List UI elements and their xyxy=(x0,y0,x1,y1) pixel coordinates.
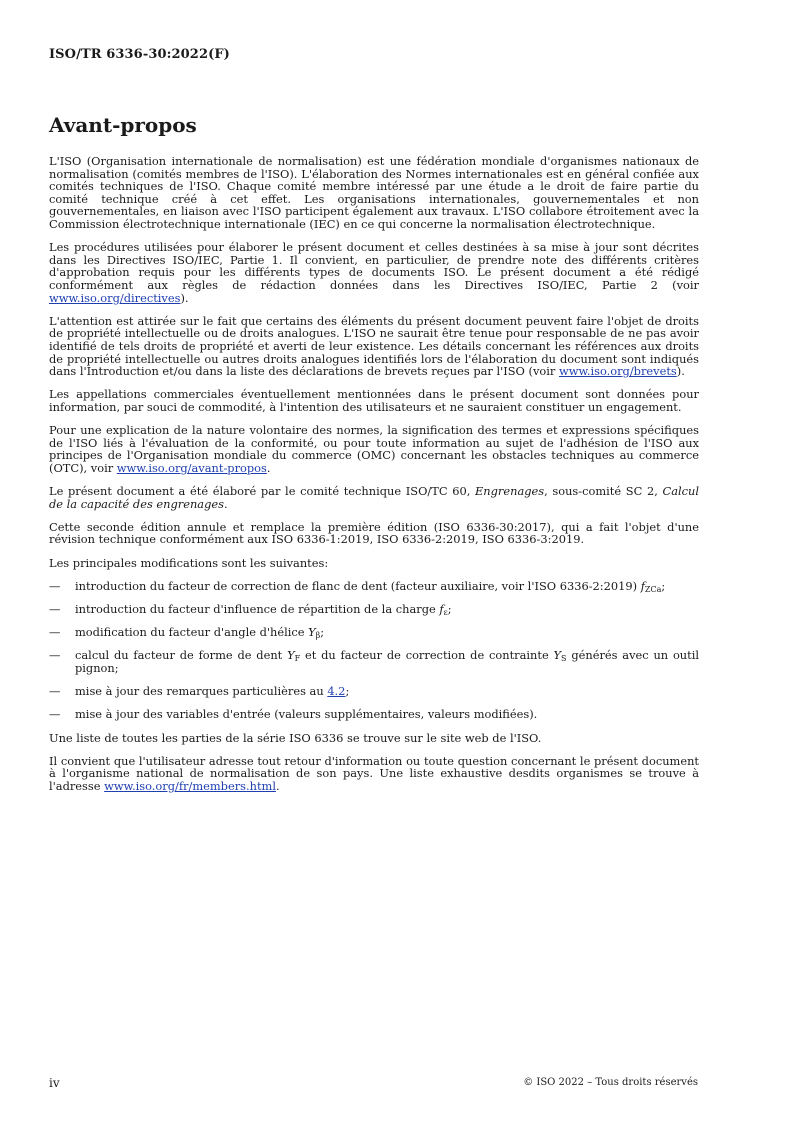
symbol-subscript: β xyxy=(315,631,321,641)
copyright-notice: © ISO 2022 – Tous droits réservés xyxy=(523,1077,698,1088)
list-item xyxy=(49,626,699,639)
text: . xyxy=(275,778,280,793)
committee-name: Engrenages xyxy=(474,484,545,499)
text: Le présent document a été élaboré par le comité technique ISO/TC 60, xyxy=(49,484,475,499)
page-number: iv xyxy=(49,1076,60,1090)
paragraph-voluntary-nature xyxy=(49,424,699,474)
subcommittee-name: Calcul de la capacité des engrenages xyxy=(49,484,699,511)
symbol-subscript: ε xyxy=(443,607,448,617)
text: ; xyxy=(447,601,452,616)
text: . xyxy=(223,496,228,511)
document-body xyxy=(49,155,699,803)
symbol-subscript: F xyxy=(294,654,301,664)
avant-propos-link[interactable]: www.iso.org/avant-propos xyxy=(116,460,267,475)
text: mise à jour des remarques particulières au xyxy=(75,684,328,699)
document-id: ISO/TR 6336-30:2022(F) xyxy=(49,47,230,62)
list-dash: — xyxy=(49,578,61,593)
symbol: Y xyxy=(308,625,316,640)
symbol: f xyxy=(640,578,645,593)
list-item xyxy=(49,708,699,721)
text: modification du facteur d'angle d'hélice xyxy=(75,625,309,640)
paragraph-iso-organisation: L'ISO (Organisation internationale de normalisation) est une fédération mondiale d'organismes nationaux de normalisation (comités membres de l'ISO). L'élaboration des Normes internationales est en général confiée aux comités techniques de l'ISO. Chaque comité membre intéressé par une étude a le droit de faire partie du comité technique créé à cet effet. Les organisations internationales, gouvernementales et non gouvernementales, en liaison avec l'ISO participent également aux travaux. L'ISO collabore étroitement avec la Commission électrotechnique internationale (IEC) en ce qui concerne la normalisation électrotechnique. xyxy=(49,154,699,231)
symbol-subscript: S xyxy=(561,654,567,664)
text: ; xyxy=(320,625,325,640)
paragraph-edition: Cette seconde édition annule et remplace la première édition (ISO 6336-30:2017), qui a fait l'objet d'une révision technique conformément aux ISO 6336-1:2019, ISO 6336-2:2019, ISO 6336-3:2019. xyxy=(49,519,699,547)
text: Il convient que l'utilisateur adresse tout retour d'information ou toute question concernant le présent document à l'organisme national de normalisation de son pays. Une liste exhaustive desdits organismes se trouve à l'adresse xyxy=(49,753,699,793)
text: , sous-comité SC 2, xyxy=(544,484,663,499)
text: ; xyxy=(345,684,350,699)
paragraph-patents xyxy=(49,315,699,378)
symbol: Y xyxy=(553,648,562,663)
paragraph-committee xyxy=(49,485,699,510)
clause-4-2-link[interactable]: 4.2 xyxy=(327,684,346,699)
paragraph-series-list: Une liste de toutes les parties de la série ISO 6336 se trouve sur le site web de l'ISO. xyxy=(49,730,542,745)
changes-list xyxy=(49,580,699,721)
directives-link[interactable]: www.iso.org/directives xyxy=(49,290,181,305)
list-item xyxy=(49,603,699,616)
text: ). xyxy=(180,290,189,305)
list-item xyxy=(49,649,699,674)
text: L'attention est attirée sur le fait que certains des éléments du présent document peuvent faire l'objet de droits de propriété intellectuelle ou de droits analogues. L'ISO ne saurait être tenue pour responsable de ne pas avoir identifié de tels droits de propriété et averti de leur existence. Les détails concernant les références aux droits de propriété intellectuelle ou autres droits analogues identifiés lors de l'élaboration du document sont indiqués dans l'Introduction et/ou dans la liste des déclarations de brevets reçues par l'ISO (voir xyxy=(49,313,699,379)
symbol: f xyxy=(439,601,444,616)
text: introduction du facteur de correction de flanc de dent (facteur auxiliaire, voir l'ISO 6336-2:2019) xyxy=(75,578,641,593)
paragraph-feedback xyxy=(49,755,699,793)
list-dash: — xyxy=(49,601,61,616)
text: ). xyxy=(676,364,685,379)
text: Pour une explication de la nature volontaire des normes, la signification des termes et expressions spécifiques de l'ISO liés à l'évaluation de la conformité, ou pour toute information au sujet de l'adhésion de l'ISO aux principes de l'Organisation mondiale du commerce (OMC) concernant les obstacles techniques au commerce (OTC), voir xyxy=(49,423,699,475)
list-item xyxy=(49,580,699,593)
members-link[interactable]: www.iso.org/fr/members.html xyxy=(104,778,276,793)
text: ; xyxy=(661,578,666,593)
list-dash: — xyxy=(49,648,61,663)
text: mise à jour des variables d'entrée (valeurs supplémentaires, valeurs modifiées). xyxy=(75,707,538,722)
brevets-link[interactable]: www.iso.org/brevets xyxy=(558,364,677,379)
text: Les procédures utilisées pour élaborer le présent document et celles destinées à sa mise à jour sont décrites dans les Directives ISO/IEC, Partie 1. Il convient, en particulier, de prendre note des différents critères d'approbation requis pour les différents types de documents ISO. Le présent document a été rédigé conformément aux règles de rédaction données dans les Directives ISO/IEC, Partie 2 (voir xyxy=(49,240,699,292)
page-title: Avant-propos xyxy=(49,113,197,137)
symbol: Y xyxy=(287,648,295,663)
text: introduction du facteur d'influence de répartition de la charge xyxy=(75,601,440,616)
list-dash: — xyxy=(49,684,61,699)
list-dash: — xyxy=(49,625,61,640)
paragraph-procedures xyxy=(49,241,699,304)
list-item xyxy=(49,685,699,698)
paragraph-changes-intro: Les principales modifications sont les suivantes: xyxy=(49,555,329,570)
text: calcul du facteur de forme de dent xyxy=(75,648,288,663)
paragraph-trade-names: Les appellations commerciales éventuellement mentionnées dans le présent document sont données pour information, par souci de commodité, à l'intention des utilisateurs et ne sauraient constituer un engagement. xyxy=(49,387,699,414)
text: générés avec un outil pignon; xyxy=(75,648,700,675)
list-dash: — xyxy=(49,707,61,722)
symbol-subscript: ZCa xyxy=(644,584,662,594)
text: et du facteur de correction de contrainte xyxy=(300,648,554,663)
text: . xyxy=(266,460,271,475)
